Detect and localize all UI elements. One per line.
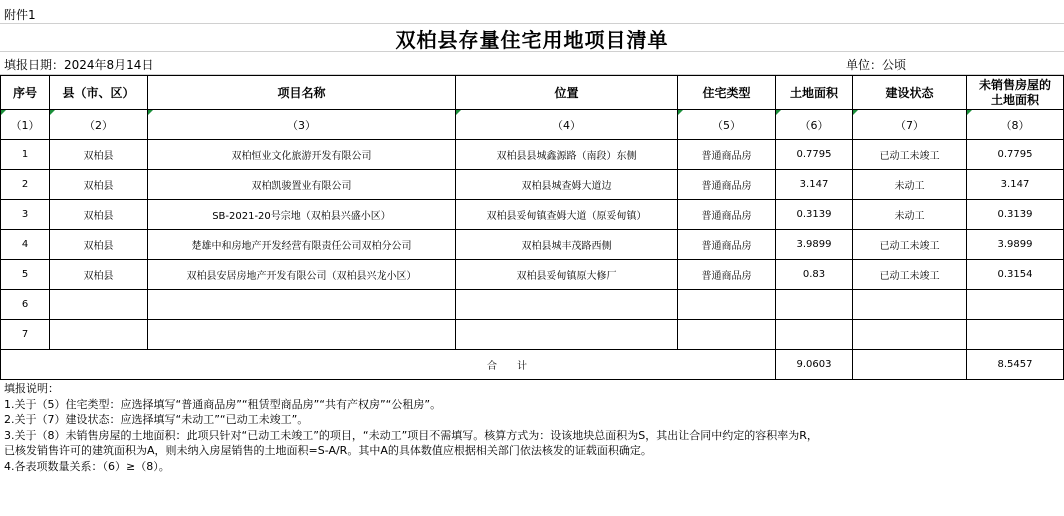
header-no: 序号 [1, 76, 50, 110]
cell-type[interactable]: 普通商品房 [678, 260, 776, 290]
cell-marker [456, 110, 461, 115]
cell-area[interactable]: 3.147 [776, 170, 853, 200]
fill-date: 填报日期：2024年8月14日 [4, 58, 154, 72]
index-cell[interactable]: （1） [1, 110, 50, 140]
project-table [0, 75, 1064, 380]
note-line: 3.关于（8）未销售房屋的土地面积：此项只针对“已动工未竣工”的项目，“未动工”项目不需填写。核算方式为：设该地块总面积为S，其出让合同中约定的容积率为R， [4, 428, 818, 442]
page-title: 双柏县存量住宅用地项目清单 [395, 28, 669, 52]
cell-no[interactable]: 1 [1, 140, 50, 170]
cell-no[interactable]: 4 [1, 230, 50, 260]
unit-label: 单位：公顷 [846, 58, 907, 72]
cell-unsold[interactable] [967, 290, 1064, 320]
header-unsold [967, 76, 1064, 110]
cell-marker [148, 110, 153, 115]
cell-type[interactable] [678, 320, 776, 350]
total-status[interactable] [853, 350, 967, 380]
cell-unsold[interactable] [967, 320, 1064, 350]
note-line: 2.关于（7）建设状态：应选择填写“未动工”“已动工未竣工”。 [4, 413, 309, 426]
index-cell[interactable]: （5） [678, 110, 776, 140]
total-area[interactable]: 9.0603 [776, 350, 853, 380]
cell-unsold[interactable]: 0.3154 [967, 260, 1064, 290]
cell-status[interactable]: 未动工 [853, 200, 967, 230]
annex-label: 附件1 [4, 8, 36, 22]
index-row [1, 110, 1064, 140]
fill-instructions [4, 381, 818, 474]
cell-county[interactable]: 双柏县 [50, 260, 148, 290]
index-cell[interactable]: （3） [148, 110, 456, 140]
cell-no[interactable]: 6 [1, 290, 50, 320]
header-county: 县（市、区） [50, 76, 148, 110]
header-area: 土地面积 [776, 76, 853, 110]
cell-status[interactable]: 已动工未竣工 [853, 260, 967, 290]
cell-marker [50, 110, 55, 115]
table-row [1, 140, 1064, 170]
table-row [1, 290, 1064, 320]
cell-area[interactable]: 0.83 [776, 260, 853, 290]
note-line: 1.关于（5）住宅类型：应选择填写“普通商品房”“租赁型商品房”“共有产权房”“公租房”。 [4, 397, 442, 411]
cell-no[interactable]: 3 [1, 200, 50, 230]
cell-name[interactable]: 楚雄中和房地产开发经营有限责任公司双柏分公司 [148, 230, 456, 260]
cell-county[interactable]: 双柏县 [50, 170, 148, 200]
table-row [1, 200, 1064, 230]
note-line: 已核发销售许可的建筑面积为A，则未纳入房屋销售的土地面积=S-A/R。其中A的具体数值应根据相关部门依法核发的证载面积确定。 [4, 444, 652, 457]
cell-marker [967, 110, 972, 115]
cell-type[interactable] [678, 290, 776, 320]
cell-county[interactable] [50, 290, 148, 320]
cell-location[interactable] [456, 290, 678, 320]
cell-area[interactable]: 3.9899 [776, 230, 853, 260]
cell-name[interactable] [148, 290, 456, 320]
cell-area[interactable]: 0.7795 [776, 140, 853, 170]
cell-name[interactable]: SB-2021-20号宗地（双柏县兴盛小区） [148, 200, 456, 230]
header-unsold-line2: 土地面积 [990, 92, 1039, 107]
cell-name[interactable] [148, 320, 456, 350]
cell-type[interactable]: 普通商品房 [678, 140, 776, 170]
cell-type[interactable]: 普通商品房 [678, 170, 776, 200]
cell-type[interactable]: 普通商品房 [678, 230, 776, 260]
cell-status[interactable] [853, 290, 967, 320]
cell-unsold[interactable]: 0.3139 [967, 200, 1064, 230]
total-unsold[interactable]: 8.5457 [967, 350, 1064, 380]
cell-location[interactable]: 双柏县城丰茂路西侧 [456, 230, 678, 260]
index-cell[interactable]: （2） [50, 110, 148, 140]
cell-status[interactable]: 已动工未竣工 [853, 230, 967, 260]
cell-type[interactable]: 普通商品房 [678, 200, 776, 230]
cell-marker [853, 110, 858, 115]
table-row [1, 170, 1064, 200]
cell-unsold[interactable]: 0.7795 [967, 140, 1064, 170]
cell-county[interactable] [50, 320, 148, 350]
cell-status[interactable]: 未动工 [853, 170, 967, 200]
cell-unsold[interactable]: 3.9899 [967, 230, 1064, 260]
cell-name[interactable]: 双柏凯骏置业有限公司 [148, 170, 456, 200]
cell-status[interactable] [853, 320, 967, 350]
cell-county[interactable]: 双柏县 [50, 200, 148, 230]
cell-location[interactable]: 双柏县县城鑫源路（南段）东侧 [456, 140, 678, 170]
cell-location[interactable] [456, 320, 678, 350]
cell-unsold[interactable]: 3.147 [967, 170, 1064, 200]
cell-area[interactable] [776, 290, 853, 320]
cell-area[interactable] [776, 320, 853, 350]
cell-location[interactable]: 双柏县妥甸镇查姆大道（原妥甸镇） [456, 200, 678, 230]
cell-location[interactable]: 双柏县妥甸镇原大修厂 [456, 260, 678, 290]
index-cell[interactable]: （7） [853, 110, 967, 140]
total-row [1, 350, 1064, 380]
cell-county[interactable]: 双柏县 [50, 140, 148, 170]
cell-no[interactable]: 5 [1, 260, 50, 290]
cell-location[interactable]: 双柏县城查姆大道边 [456, 170, 678, 200]
cell-marker [678, 110, 683, 115]
cell-name[interactable]: 双柏恒业文化旅游开发有限公司 [148, 140, 456, 170]
table-row [1, 230, 1064, 260]
table-row [1, 260, 1064, 290]
index-cell[interactable]: （8） [967, 110, 1064, 140]
cell-status[interactable]: 已动工未竣工 [853, 140, 967, 170]
header-row [1, 76, 1064, 110]
index-cell[interactable]: （4） [456, 110, 678, 140]
table-row [1, 320, 1064, 350]
header-location: 位置 [456, 76, 678, 110]
note-line: 4.各表项数量关系：（6）≥（8）。 [4, 459, 170, 473]
total-label[interactable]: 合 计 [1, 350, 776, 380]
header-type: 住宅类型 [678, 76, 776, 110]
header-unsold-line1: 未销售房屋的 [978, 77, 1051, 92]
cell-county[interactable]: 双柏县 [50, 230, 148, 260]
index-cell[interactable]: （6） [776, 110, 853, 140]
note-line: 填报说明： [4, 382, 59, 395]
cell-area[interactable]: 0.3139 [776, 200, 853, 230]
cell-marker [1, 110, 6, 115]
cell-no[interactable]: 2 [1, 170, 50, 200]
cell-no[interactable]: 7 [1, 320, 50, 350]
cell-name[interactable]: 双柏县安居房地产开发有限公司（双柏县兴龙小区） [148, 260, 456, 290]
header-name: 项目名称 [148, 76, 456, 110]
cell-marker [776, 110, 781, 115]
header-status: 建设状态 [853, 76, 967, 110]
